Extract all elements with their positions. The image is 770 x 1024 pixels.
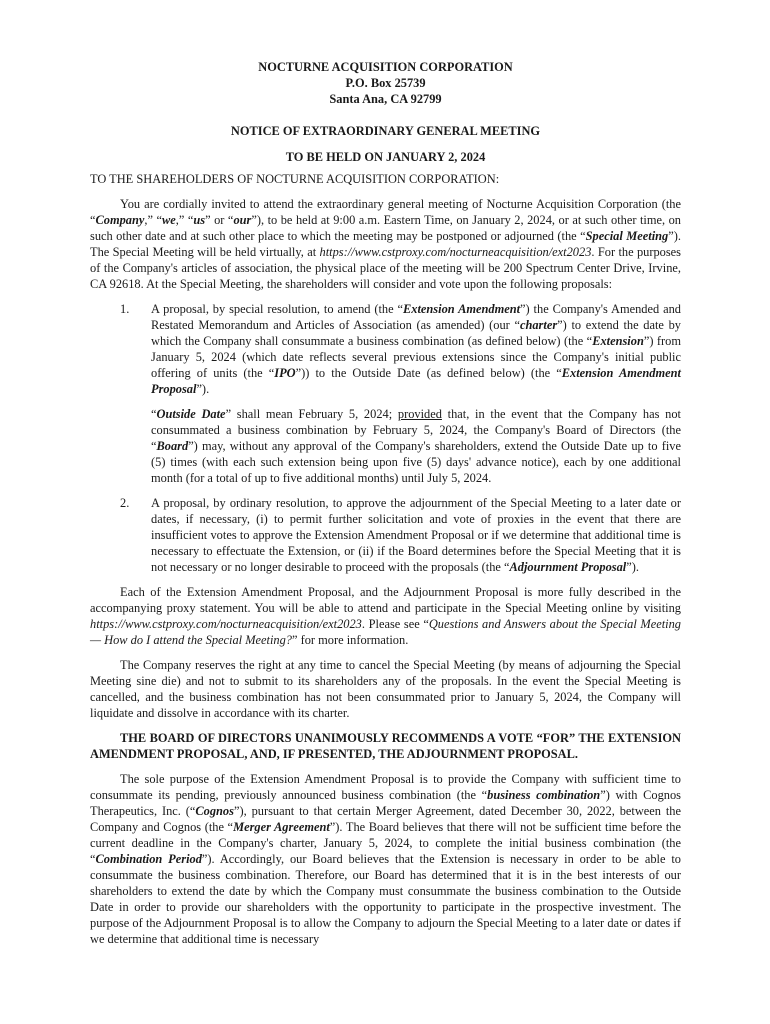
company-name: NOCTURNE ACQUISITION CORPORATION xyxy=(258,60,513,74)
po-box: P.O. Box 25739 xyxy=(345,76,426,90)
proposals-description-paragraph: Each of the Extension Amendment Proposal, and the Adjournment Proposal is more fully described in the accompanying proxy statement. You will be able to attend and participate in the Special Meeting online by visiting https://www.cstproxy.com/nocturneacquisition/ext2023. Please see “Questions and Answers about the Special Meeting — How do I attend the Special Meeting?” for more information. xyxy=(90,585,681,647)
addressee: TO THE SHAREHOLDERS OF NOCTURNE ACQUISITION CORPORATION: xyxy=(90,172,500,186)
meeting-url[interactable]: https://www.cstproxy.com/nocturneacquisition/ext2023 xyxy=(90,617,362,631)
proposal-number: 1. xyxy=(120,302,130,316)
outside-date-definition: “Outside Date” shall mean February 5, 2024; provided that, in the event that the Company has not consummated a business combination by February 5, 2024, the Company's Board of Directors (the “Board”) may, without any approval of the Company's shareholders, extend the Outside Date up to five (5) times (with each such extension being upon five (5) days' advance notice), each by one additional month (for a total of up to five additional months) until July 5, 2024. xyxy=(151,407,681,485)
meeting-date-heading: TO BE HELD ON JANUARY 2, 2024 xyxy=(285,150,486,164)
proposal-number: 2. xyxy=(120,496,130,510)
proposal-2: 2. A proposal, by ordinary resolution, to approve the adjournment of the Special Meeting to a later date or dates, if necessary, (i) to permit further solicitation and vote of proxies in the event that there are insufficient votes to approve the Extension Amendment Proposal or if we determine that additional time is necessary to effectuate the Extension, or (ii) if the Board determines before the Special Meeting that it is not necessary or no longer desirable to proceed with the proposals (the “Adjournment Proposal”). xyxy=(120,496,681,574)
board-recommendation: THE BOARD OF DIRECTORS UNANIMOUSLY RECOMMENDS A VOTE “FOR” THE EXTENSION AMENDMENT PROPOSAL, AND, IF PRESENTED, THE ADJOURNMENT PROPOSAL. xyxy=(90,731,681,761)
notice-title: NOTICE OF EXTRAORDINARY GENERAL MEETING xyxy=(230,124,541,138)
letterhead xyxy=(90,59,681,107)
reserve-right-paragraph: The Company reserves the right at any time to cancel the Special Meeting (by means of adjourning the Special Meeting sine die) and not to submit to its shareholders any of the proposals. In the event the Special Meeting is cancelled, and the business combination has not been consummated prior to January 5, 2024, the Company will liquidate and dissolve in accordance with its charter. xyxy=(90,658,681,720)
city-address: Santa Ana, CA 92799 xyxy=(329,92,442,106)
purpose-paragraph: The sole purpose of the Extension Amendment Proposal is to provide the Company with sufficient time to consummate its pending, previously announced business combination (the “business combination”) with Cognos Therapeutics, Inc. (“Cognos”), pursuant to that certain Merger Agreement, dated December 30, 2022, between the Company and Cognos (the “Merger Agreement”). The Board believes that there will not be sufficient time before the current deadline in the Company's charter, January 5, 2024, to complete the initial business combination (the “Combination Period”). Accordingly, our Board believes that the Extension is necessary in order to be able to consummate the business combination. Therefore, our Board has determined that it is in the best interests of our shareholders to extend the date by which the Company must consummate the business combination to the Outside Date in order to provide our shareholders with the opportunity to participate in the prospective investment. The purpose of the Adjournment Proposal is to allow the Company to adjourn the Special Meeting to a later date or dates if we determine that additional time is necessary xyxy=(90,772,682,946)
proposal-1: 1. A proposal, by special resolution, to amend (the “Extension Amendment”) the Company's Amended and Restated Memorandum and Articles of Association (as amended) (our “charter”) to extend the date by which the Company shall consummate a business combination (as defined below) (the “Extension”) from January 5, 2024 (which date reflects several previous extensions since the Company's initial public offering of units (the “IPO”)) to the Outside Date (as defined below) (the “Extension Amendment Proposal”). xyxy=(120,302,682,396)
meeting-url[interactable]: https://www.cstproxy.com/nocturneacquisition/ext2023 xyxy=(319,245,592,259)
intro-paragraph: You are cordially invited to attend the extraordinary general meeting of Nocturne Acquisition Corporation (the “Company,” “we,” “us” or “our”), to be held at 9:00 a.m. Eastern Time, on January 2, 2024, or at such other time, on such other date and at such other place to which the meeting may be postponed or adjourned (the “Special Meeting”). The Special Meeting will be held virtually, at https://www.cstproxy.com/nocturneacquisition/ext2023. For the purposes of the Company's articles of association, the physical place of the meeting will be 200 Spectrum Center Drive, Irvine, CA 92618. At the Special Meeting, the shareholders will consider and vote upon the following proposals: xyxy=(90,197,682,291)
